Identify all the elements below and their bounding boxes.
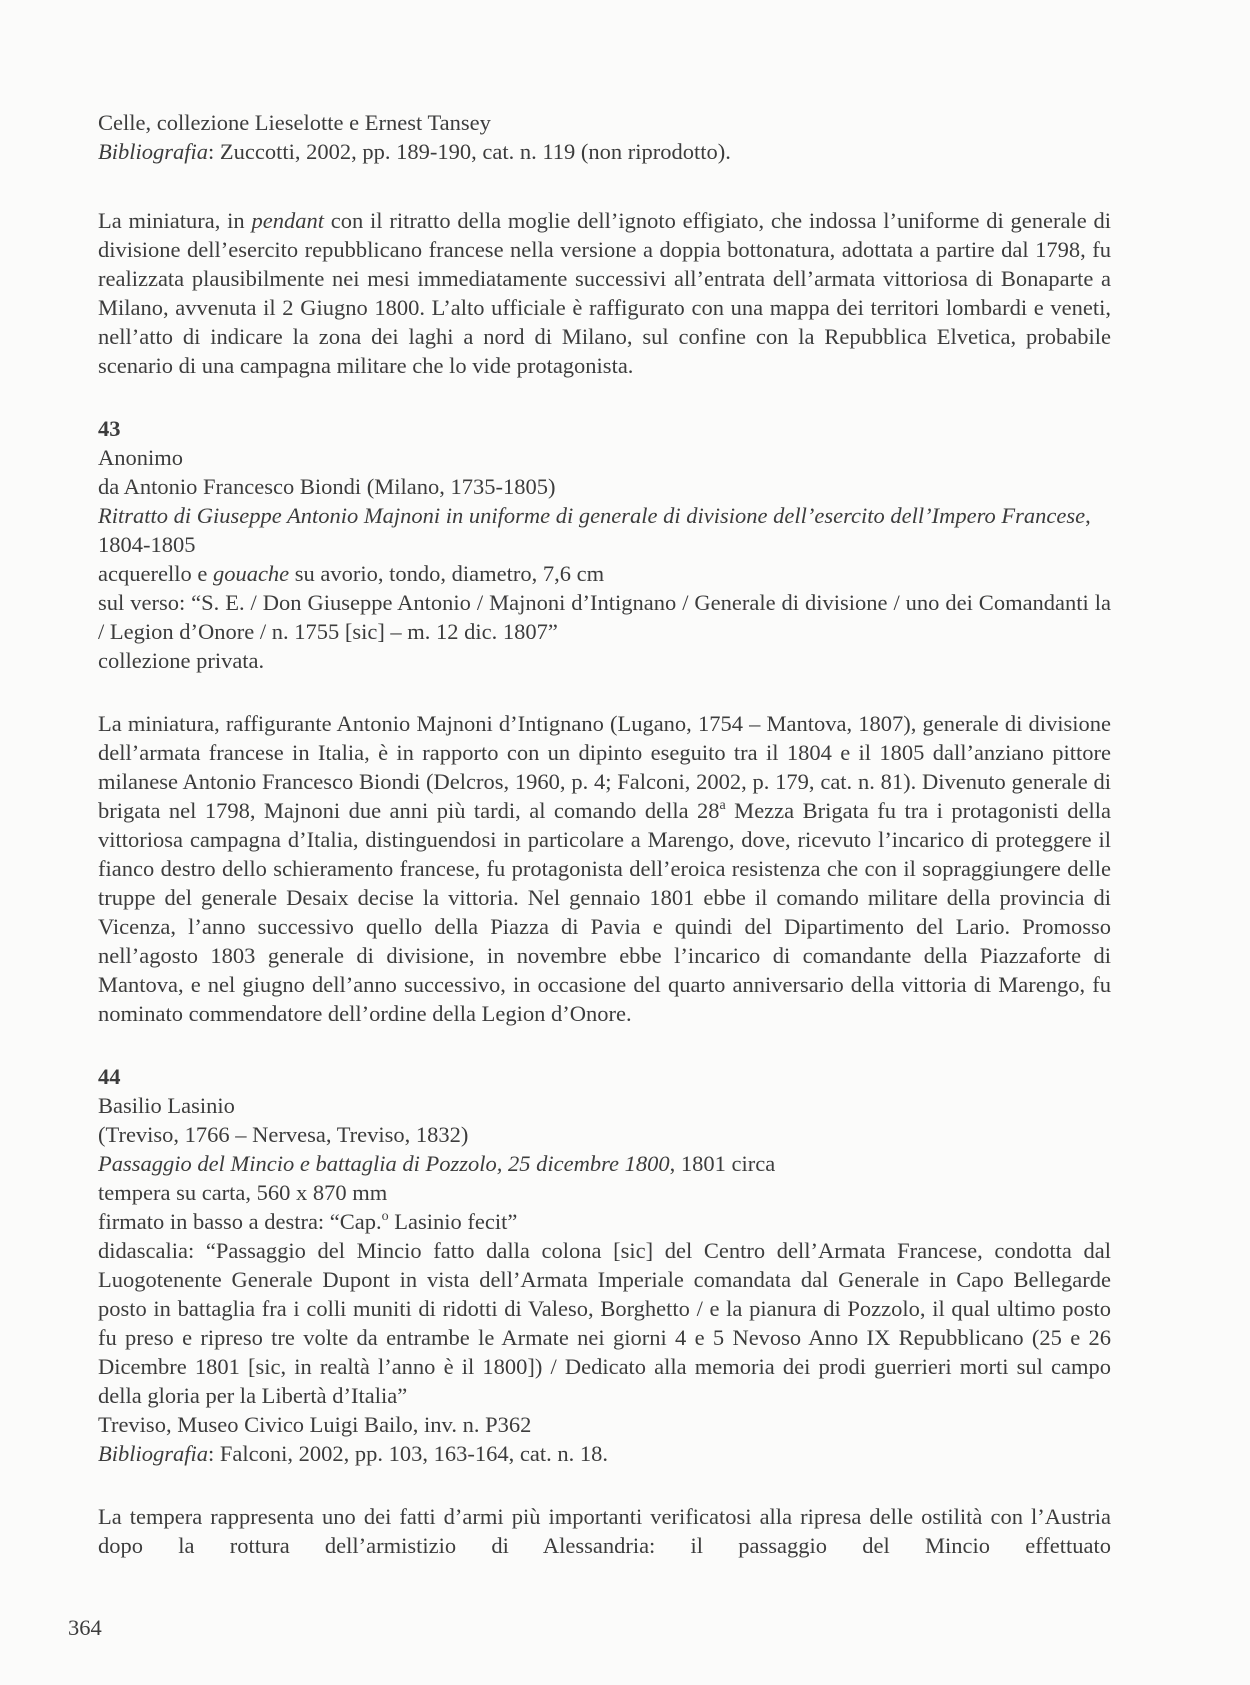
catalogue-entry-43 xyxy=(98,414,1111,675)
entry-author-dates: (Treviso, 1766 – Nervesa, Treviso, 1832) xyxy=(98,1122,469,1147)
entry-signature: firmato in basso a destra: “Cap.$^o$ Lasinio fecit” xyxy=(98,1209,518,1234)
entry-medium: acquerello e gouache su avorio, tondo, diametro, 7,6 cm xyxy=(98,561,605,586)
entry-title: Ritratto di Giuseppe Antonio Majnoni in uniforme di generale di divisione dell’esercito dell’Impero Francese, 1804-1805 xyxy=(98,503,1091,557)
entry-location: collezione privata. xyxy=(98,648,265,673)
bibliography-line xyxy=(98,137,1111,166)
entry-caption: didascalia: “Passaggio del Mincio fatto dalla colona [sic] del Centro dell’Armata Francese, condotta dal Luogotenente Generale Dupont in vista dell’Armata Imperiale comandata dal Generale in Capo Bellegarde posto in battaglia fra i colli muniti di ridotti di Valeso, Borghetto / e la pianura di Pozzolo, il qual ultimo posto fu preso e ripreso tre volte da entrambe le Armate nei giorni 4 e 5 Nevoso Anno IX Repubblicano (25 e 26 Dicembre 1801 [sic, in realtà l’anno è il 1800]) / Dedicato alla memoria dei prodi guerrieri morti sul campo della gloria per la Libertà d’Italia” xyxy=(98,1238,1111,1408)
page-body xyxy=(98,108,1111,1560)
entry-bibliography: Bibliografia: Falconi, 2002, pp. 103, 163-164, cat. n. 18. xyxy=(98,1441,608,1466)
bibliography-text: : Zuccotti, 2002, pp. 189-190, cat. n. 119 (non riprodotto). xyxy=(208,139,731,164)
entry-medium: tempera su carta, 560 x 870 mm xyxy=(98,1180,388,1205)
entry-author: Anonimo xyxy=(98,445,184,470)
bibliography-label: Bibliografia xyxy=(98,139,209,164)
entry-location: Treviso, Museo Civico Luigi Bailo, inv. n. P362 xyxy=(98,1412,532,1437)
entry-author: Basilio Lasinio xyxy=(98,1093,235,1118)
collection-line: Celle, collezione Lieselotte e Ernest Tansey xyxy=(98,110,491,135)
paragraph-majnoni: La miniatura, raffigurante Antonio Majnoni d’Intignano (Lugano, 1754 – Mantova, 1807), generale di divisione dell’armata francese in Italia, è in rapporto con un dipinto eseguito tra il 1804 e il 1805 dall’anziano pittore milanese Antonio Francesco Biondi (Delcros, 1960, p. 4; Falconi, 2002, p. 179, cat. n. 81). Divenuto generale di brigata nel 1798, Majnoni due anni più tardi, al comando della 28$^a$ Mezza Brigata fu tra i protagonisti della vittoriosa campagna d’Italia, distinguendosi in particolare a Marengo, dove, ricevuto l’incarico di proteggere il fianco destro dello schieramento francese, fu protagonista dell’eroica resistenza che con il sopraggiungere delle truppe del generale Desaix decise la vittoria. Nel gennaio 1801 ebbe il comando militare della provincia di Vicenza, l’anno successivo quello della Piazza di Pavia e quindi del Dipartimento del Lario. Promosso nell’agosto 1803 generale di divisione, in novembre ebbe l’incarico di comandante della Piazzaforte di Mantova, e nel giugno dell’anno successivo, in occasione del quarto anniversario della vittoria di Marengo, fu nominato commendatore dell’ordine della Legion d’Onore. xyxy=(98,711,1111,1026)
entry-number: 44 xyxy=(98,1064,121,1089)
catalogue-entry-44 xyxy=(98,1062,1111,1468)
entry-verso-inscription: sul verso: “S. E. / Don Giuseppe Antonio / Majnoni d’Intignano / Generale di divisione / uno dei Comandanti la / Legion d’Onore / n. 1755 [sic] – m. 12 dic. 1807” xyxy=(98,590,1111,644)
paragraph-tempera: La tempera rappresenta uno dei fatti d’armi più importanti verificatosi alla ripresa delle ostilità con l’Austria dopo la rottura dell’armistizio di Alessandria: il passaggio del Mincio effettuato xyxy=(98,1504,1111,1558)
paragraph-miniature-pendant: La miniatura, in pendant con il ritratto della moglie dell’ignoto effigiato, che indossa l’uniforme di generale di divisione dell’esercito repubblicano francese nella versione a doppia bottonatura, adottata a partire dal 1798, fu realizzata plausibilmente nei mesi immediatamente successivi all’entrata dell’armata vittoriosa di Bonaparte a Milano, avvenuta il 2 Giugno 1800. L’alto ufficiale è raffigurato con una mappa dei territori lombardi e veneti, nell’atto di indicare la zona dei laghi a nord di Milano, sul confine con la Repubblica Elvetica, probabile scenario di una campagna militare che lo vide protagonista. xyxy=(98,208,1112,378)
entry-number: 43 xyxy=(98,416,121,441)
entry-title: Passaggio del Mincio e battaglia di Pozzolo, 25 dicembre 1800, 1801 circa xyxy=(98,1151,776,1176)
page-number: 364 xyxy=(68,1615,102,1640)
entry-attribution: da Antonio Francesco Biondi (Milano, 1735-1805) xyxy=(98,474,556,499)
